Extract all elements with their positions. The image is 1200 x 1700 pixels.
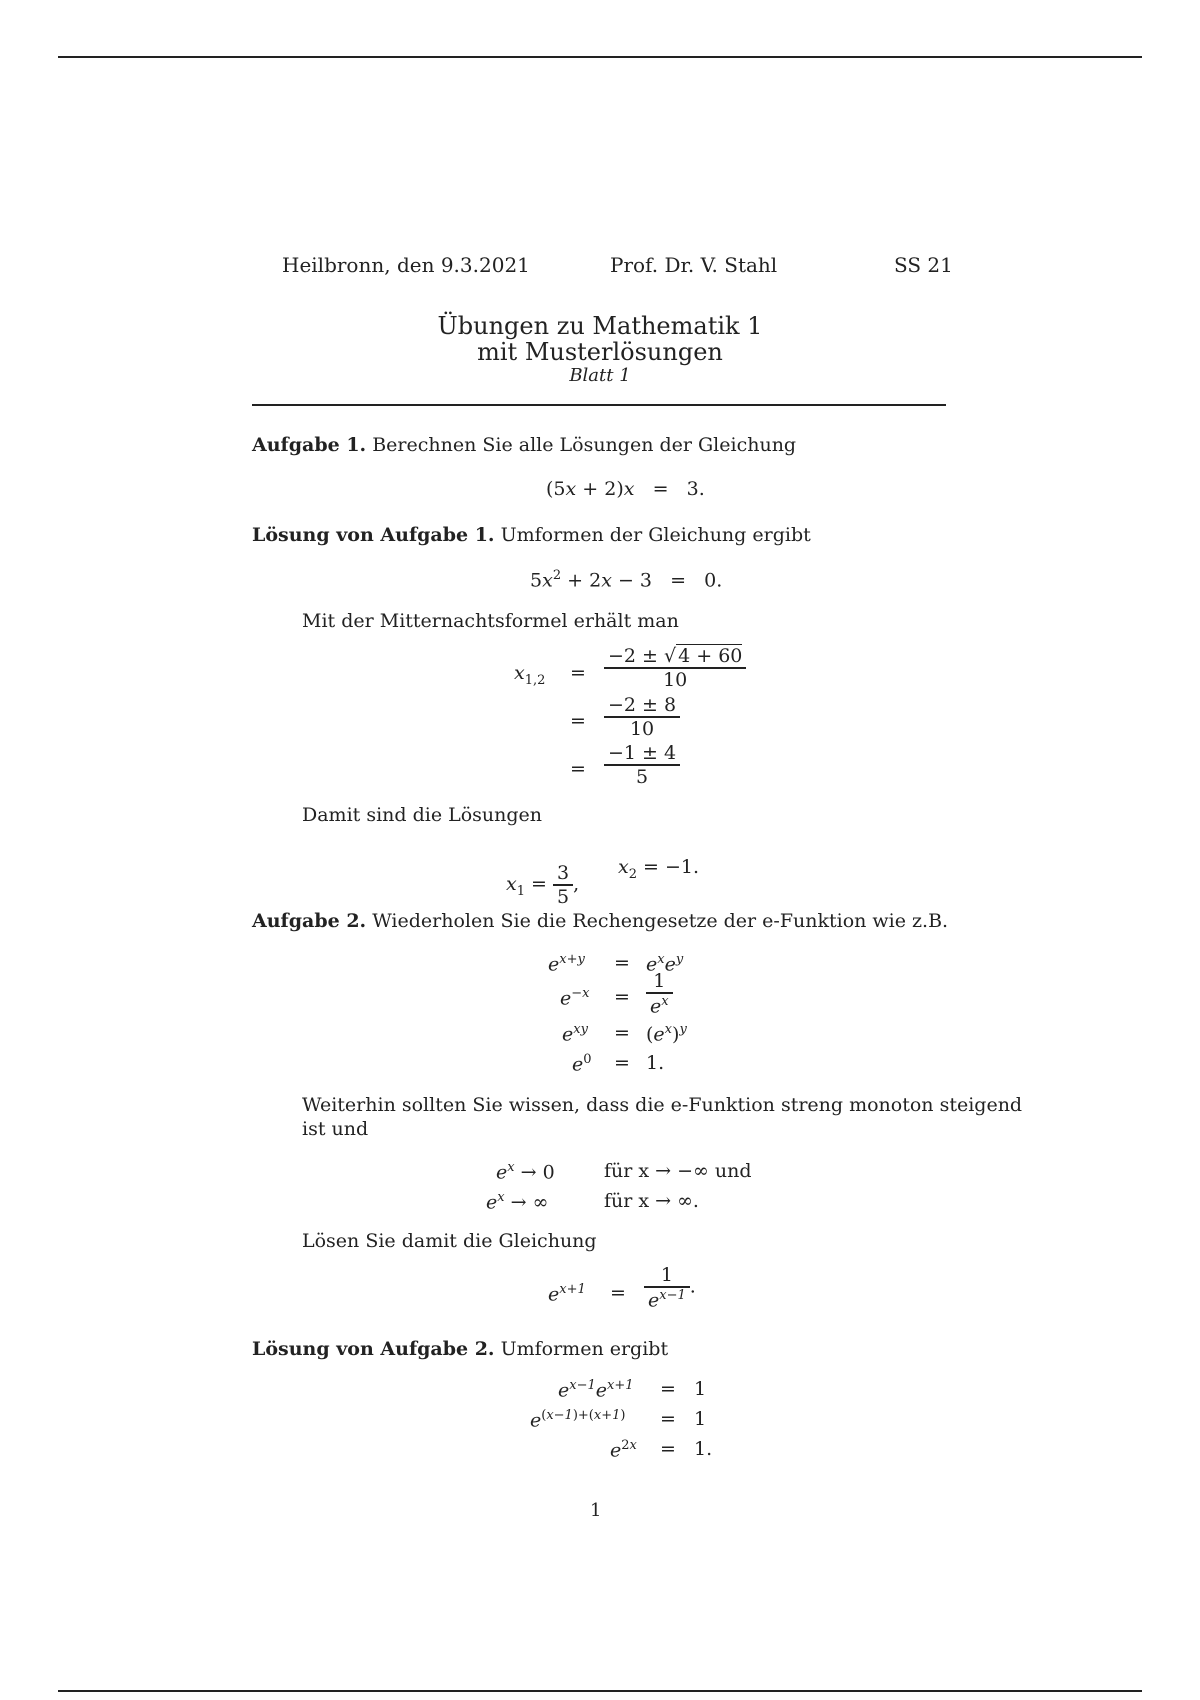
sol2-line2-rhs: 1 xyxy=(694,1408,707,1430)
sol2-line1-eq: = xyxy=(660,1378,676,1400)
mitternacht-text: Mit der Mitternachtsformel erhält man xyxy=(302,610,679,632)
rule3-lhs: $e^{xy}$ xyxy=(562,1022,588,1046)
weiterhin-line2: ist und xyxy=(302,1118,369,1140)
equation-quadratic: $5x^2 + 2x - 3 = 0$. xyxy=(530,568,723,592)
sol2-line3-rhs: 1. xyxy=(694,1438,713,1460)
header-place-date: Heilbronn, den 9.3.2021 xyxy=(282,253,530,277)
task1-label: Aufgabe 1. xyxy=(252,434,367,456)
fraction-2: $\frac{-2 \pm 8}{10}$ xyxy=(604,694,680,740)
limit1-cond: für x → −∞ und xyxy=(604,1160,752,1182)
page-number: 1 xyxy=(590,1500,602,1521)
equals-2: = xyxy=(570,710,586,732)
sol2-line1-rhs: 1 xyxy=(694,1378,707,1400)
rule1-eq: = xyxy=(614,952,630,974)
task2-eq-lhs: $e^{x+1}$ xyxy=(548,1282,586,1306)
limit1-expr: $e^x \to 0$ xyxy=(496,1160,555,1184)
limit2-expr: $e^x$ → ∞ xyxy=(486,1190,549,1214)
damit-text: Damit sind die Lösungen xyxy=(302,804,543,826)
task2-text: Wiederholen Sie die Rechengesetze der e-Funktion wie z.B. xyxy=(372,910,949,932)
header-semester: SS 21 xyxy=(894,253,953,277)
solution1-text: Umformen der Gleichung ergibt xyxy=(500,524,811,546)
title-line2: mit Musterlösungen xyxy=(477,338,723,366)
equation-task1: (5x + 2)x = 3. xyxy=(546,478,705,500)
task2-eq-rhs: $\frac{1}{e^{x-1}}$ . xyxy=(644,1264,696,1311)
solution1-paragraph xyxy=(252,524,811,546)
fraction-1: $\frac{-2 \pm √ 4 + 60}{10}$ xyxy=(604,645,746,691)
title-line1: Übungen zu Mathematik 1 xyxy=(437,312,763,340)
bottom-rule xyxy=(58,1690,1142,1692)
task2-paragraph xyxy=(252,910,948,932)
weiterhin-line1: Weiterhin sollten Sie wissen, dass die e-Funktion streng monoton steigend xyxy=(302,1094,1023,1116)
title-sheet: Blatt 1 xyxy=(569,365,631,386)
rule1-rhs: $e^xe^y$ xyxy=(646,952,684,976)
sol2-line2-lhs: $e^{(x-1)+(x+1)}$ xyxy=(530,1408,626,1432)
equals-1: = xyxy=(570,662,586,684)
loesen-text: Lösen Sie damit die Gleichung xyxy=(302,1230,597,1252)
task2-eq-eq: = xyxy=(610,1282,626,1304)
solution2-paragraph xyxy=(252,1338,668,1360)
solution2-text: Umformen ergibt xyxy=(500,1338,669,1360)
solution1-label: Lösung von Aufgabe 1. xyxy=(252,524,495,546)
x12-label: $x_{1,2}$ xyxy=(514,662,546,688)
sol2-line3-lhs: $e^{2x}$ xyxy=(610,1438,637,1462)
title-rule xyxy=(252,404,946,406)
equals-3: = xyxy=(570,758,586,780)
top-rule xyxy=(58,56,1142,58)
rule4-eq: = xyxy=(614,1052,630,1074)
rule3-eq: = xyxy=(614,1022,630,1044)
sol2-line3-eq: = xyxy=(660,1438,676,1460)
rule2-rhs: $\frac{1}{e^x}$ xyxy=(646,970,673,1017)
solution2-label: Lösung von Aufgabe 2. xyxy=(252,1338,495,1360)
rule4-lhs: $e^0$ xyxy=(572,1052,592,1076)
task1-text: Berechnen Sie alle Lösungen der Gleichung xyxy=(372,434,797,456)
header-professor: Prof. Dr. V. Stahl xyxy=(610,253,778,277)
rule1-lhs: $e^{x+y}$ xyxy=(548,952,585,976)
sol2-line2-eq: = xyxy=(660,1408,676,1430)
task2-label: Aufgabe 2. xyxy=(252,910,367,932)
rule3-rhs: $(e^x)^y$ xyxy=(646,1022,687,1046)
solution-x2: $x_2 = -1$. xyxy=(618,856,700,882)
task1-paragraph xyxy=(252,434,796,456)
rule2-eq: = xyxy=(614,986,630,1008)
fraction-3: $\frac{-1 \pm 4}{5}$ xyxy=(604,742,680,788)
rule4-rhs: 1. xyxy=(646,1052,665,1074)
solution-x1: $x_1$ = $\frac{3}{5}$ , xyxy=(506,862,580,908)
sol2-line1-lhs: $e^{x-1}e^{x+1}$ xyxy=(558,1378,634,1402)
limit2-cond: für x → ∞. xyxy=(604,1190,699,1212)
rule2-lhs: $e^{-x}$ xyxy=(560,986,590,1010)
